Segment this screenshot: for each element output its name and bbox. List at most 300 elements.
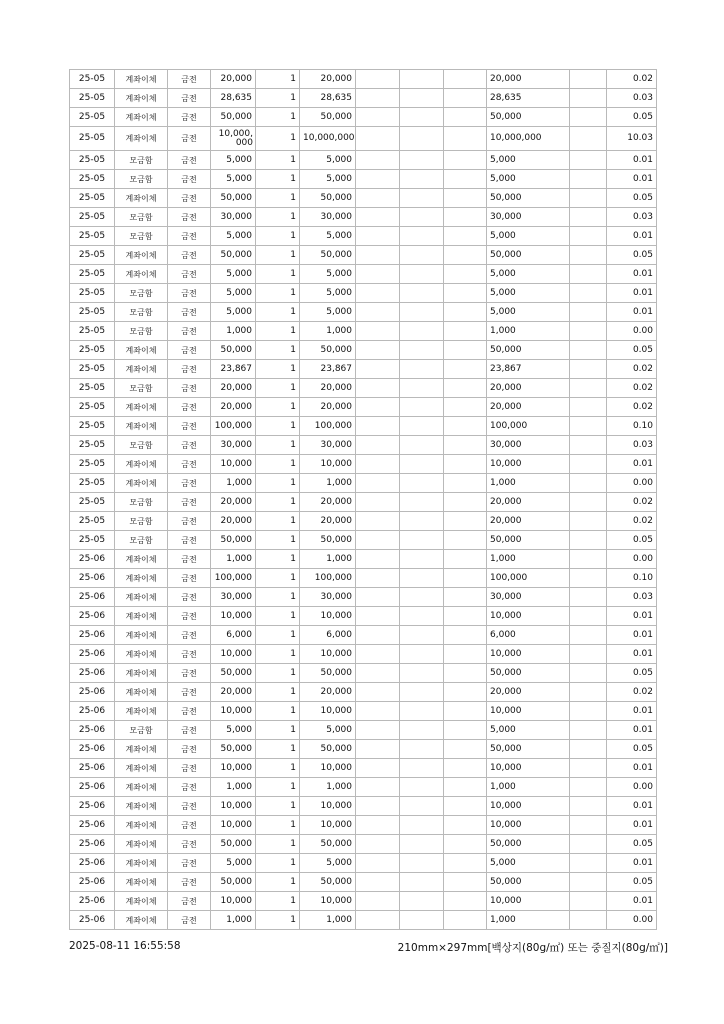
total-cell [570, 588, 607, 607]
blank-cell-3 [444, 626, 487, 645]
method-cell: 모금함 [115, 322, 168, 341]
blank-cell-4: 10,000 [487, 892, 570, 911]
table-row [70, 759, 657, 778]
blank-cell-4: 10,000 [487, 455, 570, 474]
quantity-cell: 1 [256, 379, 300, 398]
table-row [70, 265, 657, 284]
amount-cell: 50,000 [300, 740, 356, 759]
unit-amount-cell: 5,000 [211, 303, 256, 322]
amount-cell: 20,000 [300, 379, 356, 398]
quantity-cell: 1 [256, 664, 300, 683]
blank-cell-2 [400, 265, 444, 284]
type-cell: 금전 [168, 626, 211, 645]
amount-cell: 30,000 [300, 588, 356, 607]
quantity-cell: 1 [256, 569, 300, 588]
unit-amount-cell: 10,000,000 [211, 127, 256, 151]
unit-amount-cell: 30,000 [211, 588, 256, 607]
type-cell: 금전 [168, 721, 211, 740]
type-cell: 금전 [168, 778, 211, 797]
unit-amount-cell: 1,000 [211, 474, 256, 493]
quantity-cell: 1 [256, 626, 300, 645]
amount-cell: 1,000 [300, 778, 356, 797]
blank-cell-1 [356, 303, 400, 322]
quantity-cell: 1 [256, 322, 300, 341]
amount-cell: 5,000 [300, 721, 356, 740]
blank-cell-2 [400, 322, 444, 341]
blank-cell-2 [400, 854, 444, 873]
unit-amount-cell: 50,000 [211, 108, 256, 127]
blank-cell-2 [400, 835, 444, 854]
quantity-cell: 1 [256, 127, 300, 151]
total-cell [570, 493, 607, 512]
table-row [70, 151, 657, 170]
quantity-cell: 1 [256, 911, 300, 930]
method-cell: 계좌이체 [115, 778, 168, 797]
type-cell: 금전 [168, 303, 211, 322]
ratio-cell: 0.00 [607, 550, 657, 569]
blank-cell-4: 50,000 [487, 835, 570, 854]
blank-cell-2 [400, 379, 444, 398]
ratio-cell: 0.01 [607, 227, 657, 246]
blank-cell-3 [444, 493, 487, 512]
blank-cell-4: 5,000 [487, 151, 570, 170]
blank-cell-3 [444, 151, 487, 170]
method-cell: 계좌이체 [115, 683, 168, 702]
blank-cell-4: 50,000 [487, 873, 570, 892]
method-cell: 계좌이체 [115, 550, 168, 569]
blank-cell-3 [444, 360, 487, 379]
total-cell [570, 189, 607, 208]
type-cell: 금전 [168, 227, 211, 246]
unit-amount-cell: 20,000 [211, 512, 256, 531]
blank-cell-1 [356, 854, 400, 873]
ratio-cell: 0.05 [607, 873, 657, 892]
unit-amount-cell: 10,000 [211, 797, 256, 816]
method-cell: 계좌이체 [115, 626, 168, 645]
ratio-cell: 0.01 [607, 759, 657, 778]
period-cell: 25-06 [70, 645, 115, 664]
blank-cell-1 [356, 265, 400, 284]
quantity-cell: 1 [256, 341, 300, 360]
amount-cell: 100,000 [300, 417, 356, 436]
blank-cell-4: 50,000 [487, 740, 570, 759]
blank-cell-1 [356, 740, 400, 759]
quantity-cell: 1 [256, 892, 300, 911]
method-cell: 계좌이체 [115, 588, 168, 607]
quantity-cell: 1 [256, 778, 300, 797]
type-cell: 금전 [168, 550, 211, 569]
total-cell [570, 284, 607, 303]
ratio-cell: 0.01 [607, 645, 657, 664]
period-cell: 25-06 [70, 816, 115, 835]
blank-cell-4: 1,000 [487, 911, 570, 930]
blank-cell-4: 5,000 [487, 265, 570, 284]
blank-cell-1 [356, 322, 400, 341]
blank-cell-4: 23,867 [487, 360, 570, 379]
blank-cell-4: 10,000 [487, 607, 570, 626]
method-cell: 계좌이체 [115, 127, 168, 151]
table-row [70, 398, 657, 417]
period-cell: 25-05 [70, 227, 115, 246]
quantity-cell: 1 [256, 227, 300, 246]
type-cell: 금전 [168, 89, 211, 108]
blank-cell-1 [356, 607, 400, 626]
ratio-cell: 0.01 [607, 303, 657, 322]
blank-cell-1 [356, 626, 400, 645]
period-cell: 25-05 [70, 379, 115, 398]
total-cell [570, 816, 607, 835]
type-cell: 금전 [168, 664, 211, 683]
period-cell: 25-06 [70, 683, 115, 702]
unit-amount-cell: 6,000 [211, 626, 256, 645]
method-cell: 계좌이체 [115, 455, 168, 474]
blank-cell-3 [444, 417, 487, 436]
blank-cell-4: 1,000 [487, 474, 570, 493]
unit-amount-cell: 1,000 [211, 911, 256, 930]
blank-cell-3 [444, 303, 487, 322]
period-cell: 25-05 [70, 127, 115, 151]
blank-cell-4: 50,000 [487, 531, 570, 550]
blank-cell-3 [444, 911, 487, 930]
type-cell: 금전 [168, 816, 211, 835]
method-cell: 계좌이체 [115, 108, 168, 127]
blank-cell-3 [444, 474, 487, 493]
method-cell: 모금함 [115, 493, 168, 512]
blank-cell-3 [444, 265, 487, 284]
blank-cell-1 [356, 873, 400, 892]
unit-amount-cell: 20,000 [211, 379, 256, 398]
blank-cell-2 [400, 721, 444, 740]
amount-cell: 5,000 [300, 265, 356, 284]
table-row [70, 835, 657, 854]
blank-cell-1 [356, 835, 400, 854]
amount-cell: 10,000 [300, 816, 356, 835]
period-cell: 25-06 [70, 911, 115, 930]
total-cell [570, 797, 607, 816]
blank-cell-4: 5,000 [487, 854, 570, 873]
table-row [70, 284, 657, 303]
quantity-cell: 1 [256, 797, 300, 816]
blank-cell-3 [444, 227, 487, 246]
blank-cell-1 [356, 683, 400, 702]
amount-cell: 10,000 [300, 607, 356, 626]
amount-cell: 20,000 [300, 512, 356, 531]
ratio-cell: 0.05 [607, 664, 657, 683]
blank-cell-2 [400, 740, 444, 759]
period-cell: 25-06 [70, 797, 115, 816]
amount-cell: 5,000 [300, 170, 356, 189]
blank-cell-1 [356, 550, 400, 569]
table-row [70, 683, 657, 702]
blank-cell-2 [400, 189, 444, 208]
type-cell: 금전 [168, 70, 211, 89]
method-cell: 계좌이체 [115, 265, 168, 284]
ratio-cell: 0.01 [607, 702, 657, 721]
blank-cell-4: 10,000 [487, 645, 570, 664]
blank-cell-2 [400, 246, 444, 265]
type-cell: 금전 [168, 569, 211, 588]
blank-cell-2 [400, 127, 444, 151]
period-cell: 25-05 [70, 436, 115, 455]
blank-cell-2 [400, 778, 444, 797]
blank-cell-3 [444, 892, 487, 911]
blank-cell-4: 5,000 [487, 721, 570, 740]
period-cell: 25-05 [70, 284, 115, 303]
period-cell: 25-05 [70, 322, 115, 341]
unit-amount-cell: 30,000 [211, 436, 256, 455]
quantity-cell: 1 [256, 683, 300, 702]
blank-cell-4: 100,000 [487, 569, 570, 588]
table-row [70, 588, 657, 607]
total-cell [570, 208, 607, 227]
method-cell: 모금함 [115, 227, 168, 246]
method-cell: 계좌이체 [115, 835, 168, 854]
total-cell [570, 569, 607, 588]
total-cell [570, 911, 607, 930]
blank-cell-2 [400, 417, 444, 436]
method-cell: 계좌이체 [115, 854, 168, 873]
ratio-cell: 0.02 [607, 398, 657, 417]
ratio-cell: 0.01 [607, 265, 657, 284]
blank-cell-2 [400, 664, 444, 683]
ratio-cell: 0.03 [607, 89, 657, 108]
blank-cell-4: 10,000 [487, 816, 570, 835]
quantity-cell: 1 [256, 740, 300, 759]
period-cell: 25-06 [70, 854, 115, 873]
unit-amount-cell: 20,000 [211, 683, 256, 702]
unit-amount-cell: 20,000 [211, 398, 256, 417]
table-row [70, 873, 657, 892]
blank-cell-1 [356, 455, 400, 474]
type-cell: 금전 [168, 588, 211, 607]
ratio-cell: 0.01 [607, 892, 657, 911]
amount-cell: 50,000 [300, 246, 356, 265]
blank-cell-3 [444, 759, 487, 778]
blank-cell-4: 30,000 [487, 436, 570, 455]
total-cell [570, 531, 607, 550]
blank-cell-1 [356, 664, 400, 683]
amount-cell: 10,000 [300, 645, 356, 664]
ratio-cell: 0.10 [607, 417, 657, 436]
blank-cell-1 [356, 70, 400, 89]
ledger-body [70, 70, 657, 930]
table-row [70, 189, 657, 208]
total-cell [570, 70, 607, 89]
blank-cell-1 [356, 797, 400, 816]
method-cell: 모금함 [115, 284, 168, 303]
method-cell: 모금함 [115, 151, 168, 170]
quantity-cell: 1 [256, 474, 300, 493]
blank-cell-4: 20,000 [487, 512, 570, 531]
type-cell: 금전 [168, 835, 211, 854]
unit-amount-cell: 1,000 [211, 778, 256, 797]
quantity-cell: 1 [256, 512, 300, 531]
table-row [70, 170, 657, 189]
unit-amount-cell: 1,000 [211, 550, 256, 569]
blank-cell-1 [356, 151, 400, 170]
blank-cell-2 [400, 759, 444, 778]
blank-cell-3 [444, 702, 487, 721]
ratio-cell: 0.05 [607, 835, 657, 854]
method-cell: 계좌이체 [115, 607, 168, 626]
type-cell: 금전 [168, 341, 211, 360]
unit-amount-cell: 50,000 [211, 740, 256, 759]
quantity-cell: 1 [256, 398, 300, 417]
period-cell: 25-06 [70, 835, 115, 854]
ratio-cell: 0.02 [607, 379, 657, 398]
method-cell: 계좌이체 [115, 873, 168, 892]
quantity-cell: 1 [256, 854, 300, 873]
blank-cell-3 [444, 607, 487, 626]
blank-cell-4: 50,000 [487, 108, 570, 127]
quantity-cell: 1 [256, 455, 300, 474]
blank-cell-4: 50,000 [487, 664, 570, 683]
quantity-cell: 1 [256, 151, 300, 170]
type-cell: 금전 [168, 398, 211, 417]
total-cell [570, 151, 607, 170]
table-row [70, 303, 657, 322]
blank-cell-1 [356, 246, 400, 265]
method-cell: 계좌이체 [115, 645, 168, 664]
total-cell [570, 702, 607, 721]
total-cell [570, 645, 607, 664]
ratio-cell: 0.01 [607, 170, 657, 189]
blank-cell-4: 20,000 [487, 70, 570, 89]
period-cell: 25-06 [70, 740, 115, 759]
blank-cell-1 [356, 531, 400, 550]
blank-cell-4: 5,000 [487, 284, 570, 303]
blank-cell-2 [400, 70, 444, 89]
period-cell: 25-05 [70, 208, 115, 227]
blank-cell-1 [356, 127, 400, 151]
blank-cell-1 [356, 108, 400, 127]
total-cell [570, 303, 607, 322]
period-cell: 25-05 [70, 512, 115, 531]
period-cell: 25-05 [70, 531, 115, 550]
total-cell [570, 474, 607, 493]
amount-cell: 10,000 [300, 702, 356, 721]
blank-cell-2 [400, 816, 444, 835]
ratio-cell: 0.01 [607, 721, 657, 740]
total-cell [570, 246, 607, 265]
type-cell: 금전 [168, 151, 211, 170]
ratio-cell: 0.05 [607, 341, 657, 360]
period-cell: 25-06 [70, 588, 115, 607]
period-cell: 25-05 [70, 170, 115, 189]
total-cell [570, 854, 607, 873]
table-row [70, 854, 657, 873]
ratio-cell: 0.03 [607, 208, 657, 227]
quantity-cell: 1 [256, 588, 300, 607]
blank-cell-4: 10,000 [487, 759, 570, 778]
blank-cell-3 [444, 835, 487, 854]
method-cell: 계좌이체 [115, 417, 168, 436]
table-row [70, 417, 657, 436]
amount-cell: 10,000,000 [300, 127, 356, 151]
type-cell: 금전 [168, 854, 211, 873]
type-cell: 금전 [168, 108, 211, 127]
unit-amount-cell: 10,000 [211, 892, 256, 911]
table-row [70, 379, 657, 398]
type-cell: 금전 [168, 607, 211, 626]
quantity-cell: 1 [256, 816, 300, 835]
ratio-cell: 0.01 [607, 151, 657, 170]
blank-cell-1 [356, 360, 400, 379]
unit-amount-cell: 5,000 [211, 265, 256, 284]
type-cell: 금전 [168, 127, 211, 151]
type-cell: 금전 [168, 436, 211, 455]
method-cell: 계좌이체 [115, 911, 168, 930]
quantity-cell: 1 [256, 208, 300, 227]
table-row [70, 664, 657, 683]
unit-amount-cell: 5,000 [211, 151, 256, 170]
blank-cell-1 [356, 474, 400, 493]
blank-cell-1 [356, 493, 400, 512]
table-row [70, 816, 657, 835]
method-cell: 모금함 [115, 436, 168, 455]
ratio-cell: 0.01 [607, 854, 657, 873]
type-cell: 금전 [168, 892, 211, 911]
amount-cell: 1,000 [300, 474, 356, 493]
amount-cell: 50,000 [300, 108, 356, 127]
blank-cell-2 [400, 911, 444, 930]
method-cell: 모금함 [115, 303, 168, 322]
blank-cell-1 [356, 816, 400, 835]
blank-cell-4: 28,635 [487, 89, 570, 108]
method-cell: 계좌이체 [115, 759, 168, 778]
method-cell: 모금함 [115, 531, 168, 550]
blank-cell-4: 20,000 [487, 379, 570, 398]
period-cell: 25-05 [70, 108, 115, 127]
total-cell [570, 664, 607, 683]
unit-amount-cell: 20,000 [211, 70, 256, 89]
method-cell: 계좌이체 [115, 892, 168, 911]
method-cell: 계좌이체 [115, 89, 168, 108]
blank-cell-3 [444, 127, 487, 151]
period-cell: 25-05 [70, 341, 115, 360]
total-cell [570, 89, 607, 108]
blank-cell-3 [444, 341, 487, 360]
blank-cell-1 [356, 911, 400, 930]
table-row [70, 436, 657, 455]
total-cell [570, 892, 607, 911]
blank-cell-4: 10,000 [487, 702, 570, 721]
table-row [70, 89, 657, 108]
amount-cell: 30,000 [300, 436, 356, 455]
method-cell: 계좌이체 [115, 246, 168, 265]
ratio-cell: 0.03 [607, 588, 657, 607]
blank-cell-3 [444, 284, 487, 303]
unit-amount-cell: 50,000 [211, 189, 256, 208]
ratio-cell: 0.05 [607, 108, 657, 127]
unit-amount-cell: 50,000 [211, 873, 256, 892]
ratio-cell: 0.01 [607, 455, 657, 474]
unit-amount-cell: 23,867 [211, 360, 256, 379]
amount-cell: 20,000 [300, 398, 356, 417]
blank-cell-2 [400, 550, 444, 569]
amount-cell: 50,000 [300, 189, 356, 208]
blank-cell-3 [444, 512, 487, 531]
unit-amount-cell: 10,000 [211, 607, 256, 626]
table-row [70, 702, 657, 721]
blank-cell-2 [400, 360, 444, 379]
unit-amount-cell: 5,000 [211, 170, 256, 189]
period-cell: 25-05 [70, 455, 115, 474]
table-row [70, 322, 657, 341]
method-cell: 모금함 [115, 208, 168, 227]
blank-cell-1 [356, 778, 400, 797]
period-cell: 25-06 [70, 873, 115, 892]
